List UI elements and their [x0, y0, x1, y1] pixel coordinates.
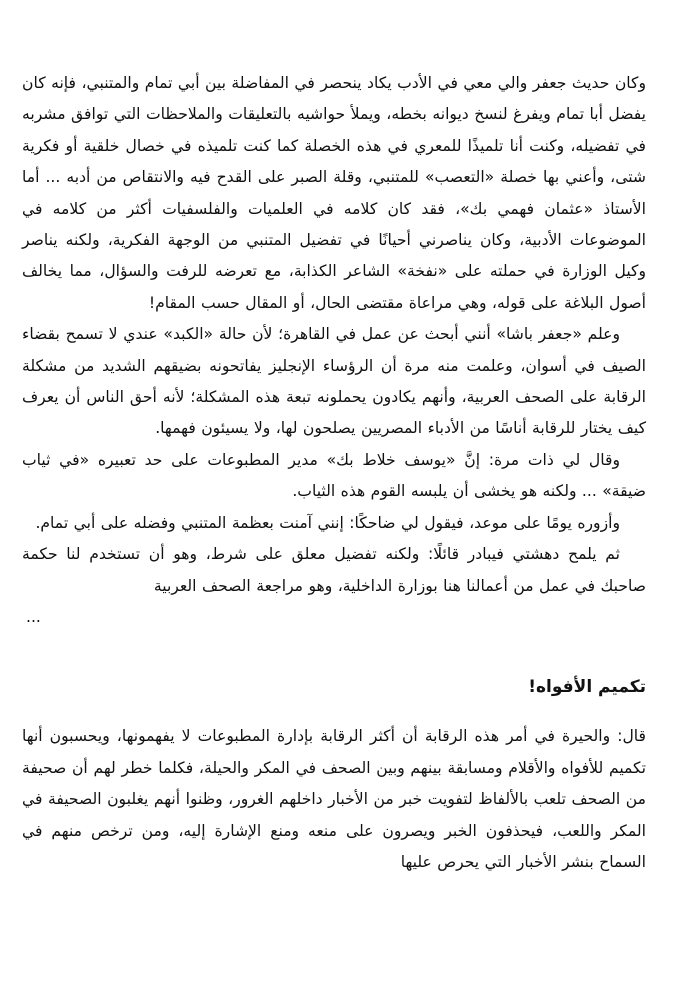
paragraph-3: وقال لي ذات مرة: إنَّ «يوسف خلاط بك» مدير المطبوعات على حد تعبيره «في ثياب ضيقة» ... ولكنه هو يخشى أن يلبسه القوم هذه الثياب. [22, 450, 646, 501]
paragraph-1: وكان حديث جعفر والي معي في الأدب يكاد ينحصر في المفاضلة بين أبي تمام والمتنبي، فإنه كان يفضل أبا تمام ويفرغ لنسخ ديوانه بخطه، ويملأ حواشيه بالتعليقات والملاحظات التي توافق مشربه في تفضيله، وكنت أنا تلميذًا للمعري في هذه الخصلة كما كنت تلميذه في خصال خلقية أو فكرية شتى، وأعني بها خصلة «التعصب» للمتنبي، وقلة الصبر على القدح فيه والانتقاص من أدبه ... أما الأستاذ «عثمان فهمي بك»، فقد كان كلامه في العلميات والفلسفيات أكثر من كلامه في الموضوعات الأدبية، وكان يناصرني أحيانًا في تفضيل المتنبي من الوجهة الفكرية، ولكنه يناصر وكيل الوزارة في حملته على «نفخة» الشاعر الكذابة، مع تعرضه للرفت والسؤال، مما يخالف أصول البلاغة على قوله، وهي مراعاة مقتضى الحال، أو المقال حسب المقام! [22, 74, 646, 312]
paragraph-4: وأزوره يومًا على موعد، فيقول لي ضاحكًا: إنني آمنت بعظمة المتنبي وفضله على أبي تمام. [35, 513, 620, 532]
paragraph-5: ثم يلمح دهشتي فيبادر قائلًا: ولكنه تفضيل معلق على شرط، وهو أن تستخدم لنا حكمة صاحبك في عمل من أعمالنا هنا بوزارة الداخلية، وهو مراجعة الصحف العربية [22, 545, 646, 595]
paragraph-5-ellipsis: ... [26, 607, 41, 626]
paragraph-6: قال: والحيرة في أمر هذه الرقابة أن أكثر الرقابة بإدارة المطبوعات لا يفهمونها، ويحسبون أنها تكميم للأفواه والأقلام ومسابقة بينهم وبين الصحف في المكر والحيلة، فكلما خطر لهم أن صحيفة من الصحف تلعب بالألفاظ لتفويت خبر من الأخبار داخلهم الغرور، وظنوا أنهم يغلبون الصحيفة في المكر واللعب، فيحذفون الخبر ويصرون على منعه ومنع الإشارة إليه، ومن ترخص منهم في السماح بنشر الأخبار التي يحرص عليها [22, 727, 646, 871]
paragraph-2: وعلم «جعفر باشا» أنني أبحث عن عمل في القاهرة؛ لأن حالة «الكبد» عندي لا تسمح بقضاء الصيف في أسوان، وعلمت منه مرة أن الرؤساء الإنجليز يفاتحونه بضيقهم الشديد من مشكلة الرقابة على الصحف العربية، وأنهم يكادون يحملونه تبعة هذه المشكلة؛ لأنه أحق الناس أن يعرف كيف يختار للرقابة أناسًا من الأدباء المصريين يصلحون لها، ولا يسيئون فهمها. [22, 325, 646, 438]
section-heading: تكميم الأفواه! [528, 677, 646, 698]
